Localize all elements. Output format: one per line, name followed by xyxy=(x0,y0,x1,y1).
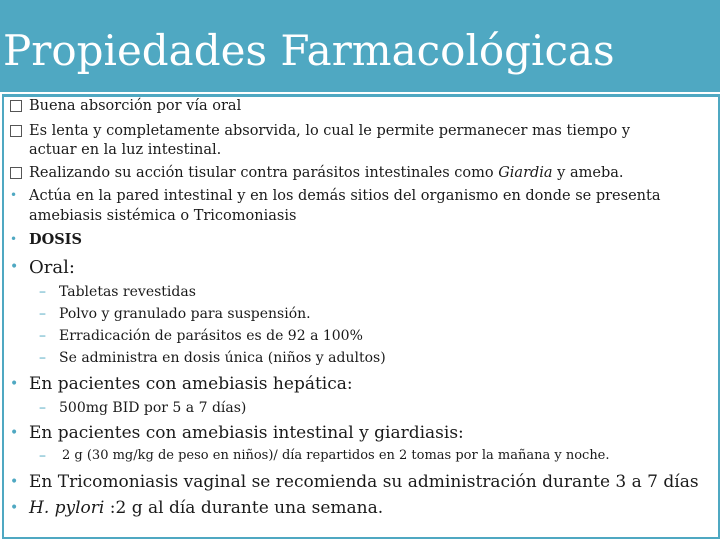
dash-bullet-icon: – xyxy=(39,306,46,322)
hepatic-heading: En pacientes con amebiasis hepática: xyxy=(29,374,353,394)
dash-bullet-icon: – xyxy=(39,448,46,464)
bullet-dot-icon: • xyxy=(10,500,19,516)
organism-name: Giardia xyxy=(498,165,553,181)
oral-subitem: Tabletas revestidas xyxy=(59,284,196,300)
list-item: Buena absorción por vía oral xyxy=(29,98,242,114)
trichomoniasis-item: En Tricomoniasis vaginal se recomienda su administración durante 3 a 7 días xyxy=(29,472,699,492)
oral-subitem: Polvo y granulado para suspensión. xyxy=(59,306,311,322)
list-item-line: actuar en la luz intestinal. xyxy=(29,142,222,158)
oral-heading: Oral: xyxy=(29,257,75,278)
checkbox-bullet-icon xyxy=(10,125,22,137)
intestinal-heading: En pacientes con amebiasis intestinal y giardiasis: xyxy=(29,423,464,443)
bullet-dot-icon: • xyxy=(10,425,19,441)
list-item-line: amebiasis sistémica o Tricomoniasis xyxy=(29,208,297,224)
bullet-dot-icon: • xyxy=(10,474,19,490)
pylori-item xyxy=(29,497,383,519)
checkbox-bullet-icon xyxy=(10,167,22,179)
list-item-text: y ameba. xyxy=(552,165,624,181)
oral-subitem: Se administra en dosis única (niños y adultos) xyxy=(59,350,386,366)
bullet-dot-icon: • xyxy=(10,188,18,202)
slide-title: Propiedades Farmacológicas xyxy=(3,26,615,75)
organism-name: H. pylori xyxy=(29,498,105,518)
list-item-line: Actúa en la pared intestinal y en los demás sitios del organismo en donde se presenta xyxy=(29,188,661,204)
pylori-text: :2 g al día durante una semana. xyxy=(104,498,384,518)
dash-bullet-icon: – xyxy=(39,284,46,300)
list-item-text: Realizando su acción tisular contra parásitos intestinales como xyxy=(29,165,499,181)
intestinal-subitem: 2 g (30 mg/kg de peso en niños)/ día repartidos en 2 tomas por la mañana y noche. xyxy=(62,448,610,463)
bullet-dot-icon: • xyxy=(10,259,19,275)
bullet-dot-icon: • xyxy=(10,376,19,392)
oral-subitem: Erradicación de parásitos es de 92 a 100% xyxy=(59,328,363,344)
dash-bullet-icon: – xyxy=(39,400,46,416)
hepatic-subitem: 500mg BID por 5 a 7 días) xyxy=(59,400,247,416)
list-item-line: Es lenta y completamente absorvida, lo cual le permite permanecer mas tiempo y xyxy=(29,123,631,139)
checkbox-bullet-icon xyxy=(10,100,22,112)
dash-bullet-icon: – xyxy=(39,350,46,366)
dash-bullet-icon: – xyxy=(39,328,46,344)
dosis-heading: DOSIS xyxy=(29,231,82,248)
list-item xyxy=(29,164,624,182)
bullet-dot-icon: • xyxy=(10,232,18,246)
